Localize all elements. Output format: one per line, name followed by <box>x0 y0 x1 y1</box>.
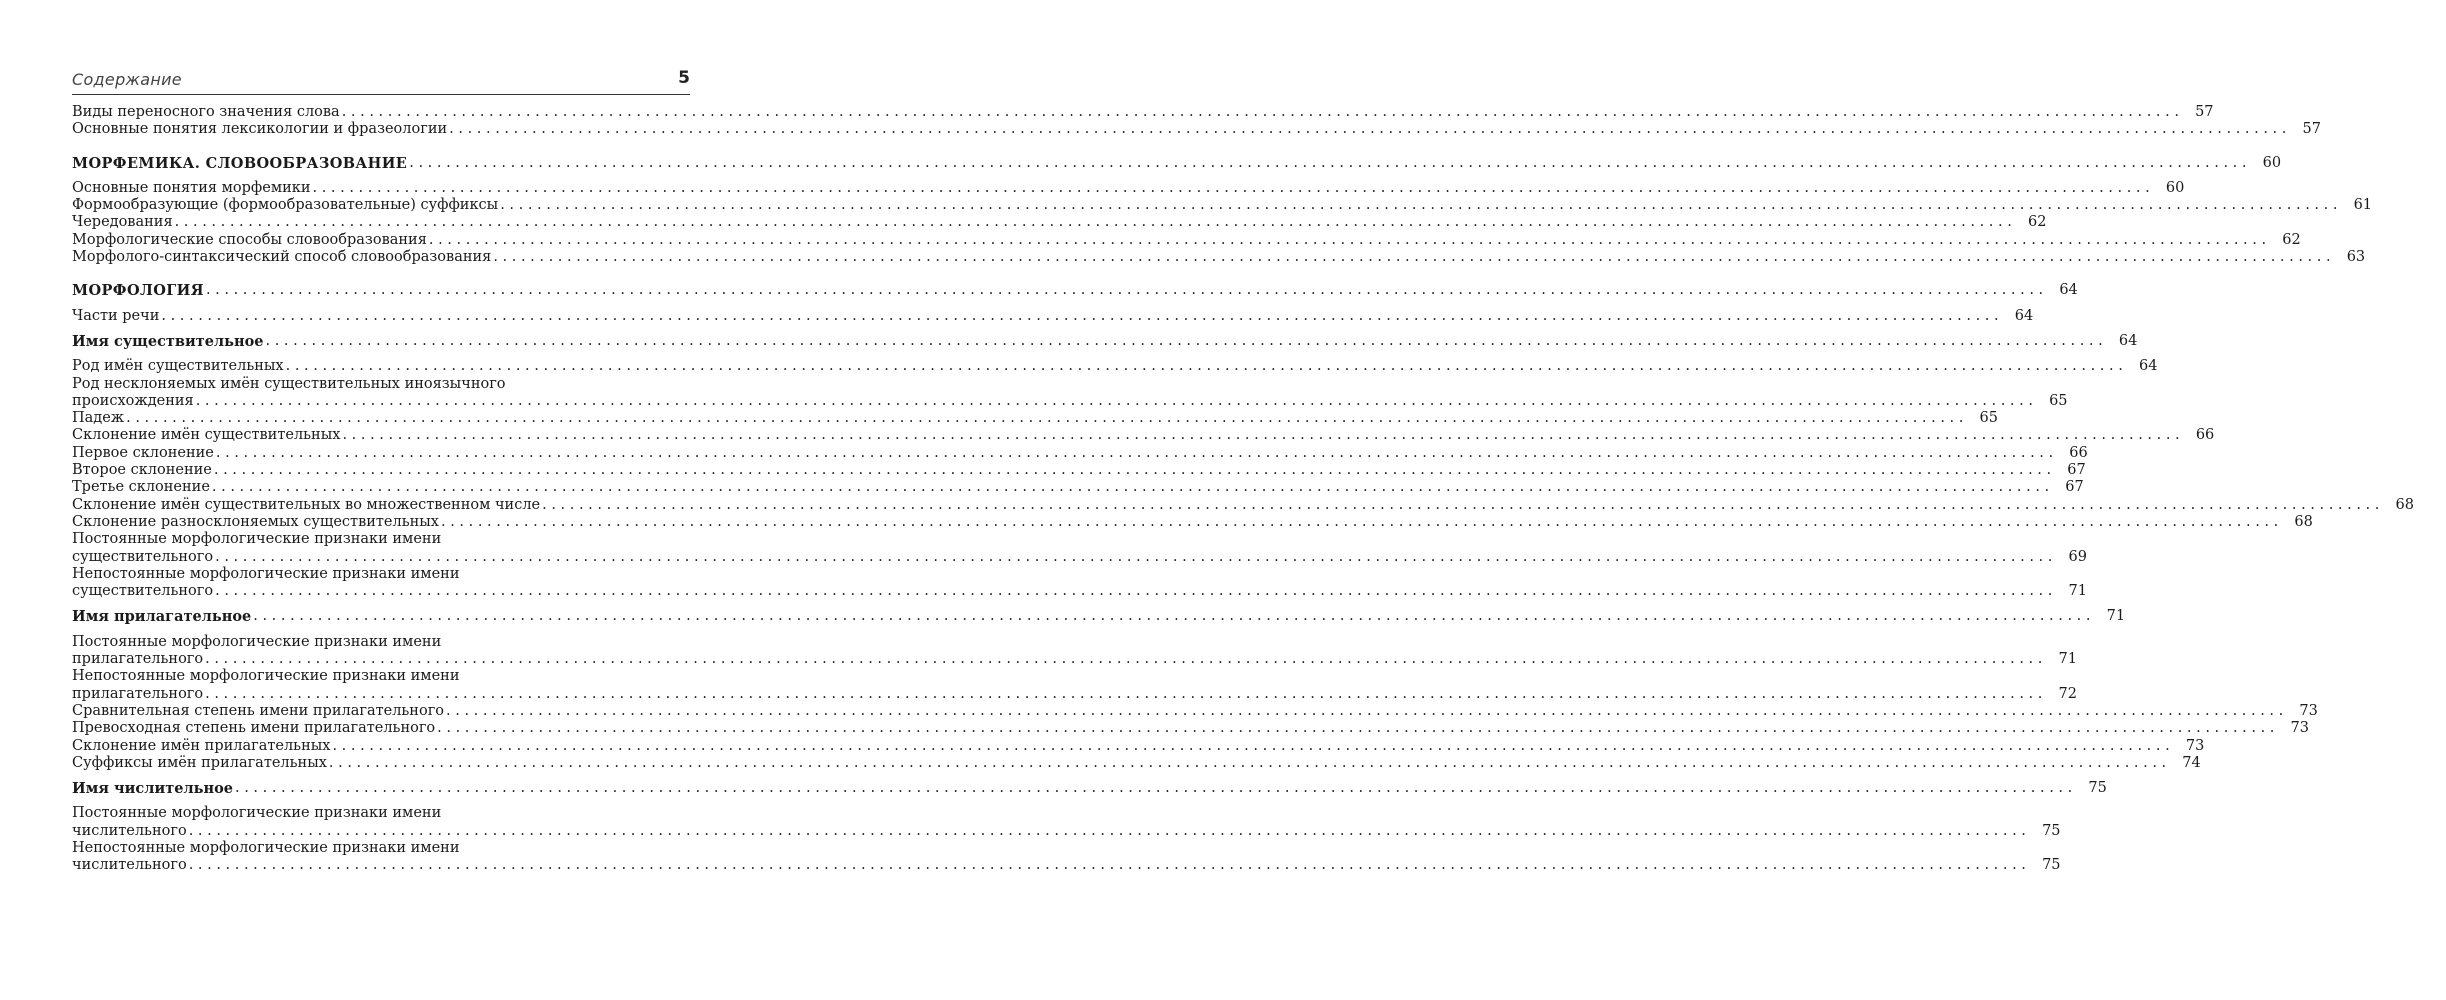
toc-section-heading[interactable] <box>72 282 2078 300</box>
dot-leader: ........................................................................................................................................................................................................ <box>409 154 2252 171</box>
toc-entry[interactable] <box>72 462 2086 479</box>
page-number: 5 <box>678 68 690 88</box>
toc-entry-text: Суффиксы имён прилагательных <box>72 754 327 771</box>
toc-page-number: 64 <box>2014 307 2034 324</box>
toc-spacer <box>72 300 690 308</box>
toc-spacer <box>72 325 690 333</box>
toc-entry[interactable] <box>72 720 2309 737</box>
toc-page-number: 64 <box>2118 332 2138 349</box>
toc-page-number: 67 <box>2065 479 2084 496</box>
toc-page-number: 62 <box>2027 214 2047 231</box>
toc-entry-text: Основные понятия лексикологии и фразеологии <box>72 121 448 138</box>
toc-entry-text: Виды переносного значения слова <box>72 104 340 120</box>
toc-spacer <box>72 797 690 805</box>
toc-entry-text: Склонение разносклоняемых существительных <box>72 513 439 530</box>
toc-subsection-heading[interactable] <box>72 608 2126 626</box>
dot-leader: ........................................................................................................................................................................................................ <box>211 479 2054 496</box>
toc-page-number: 61 <box>2353 197 2373 214</box>
toc-entry[interactable] <box>72 565 2087 601</box>
toc-entry-text: Постоянные морфологические признаки имени <box>72 805 442 822</box>
dot-leader: ........................................................................................................................................................................................................ <box>215 548 2057 565</box>
toc-entry[interactable] <box>72 513 2313 531</box>
toc-entry[interactable] <box>72 121 2321 138</box>
toc-spacer <box>72 266 690 282</box>
toc-entry-text-line2: числительного <box>72 857 187 874</box>
toc-page-number: 69 <box>2068 548 2087 565</box>
toc-entry[interactable] <box>72 427 2215 444</box>
toc-page-number: 60 <box>2165 179 2185 196</box>
toc-entry[interactable] <box>72 231 2301 249</box>
toc-section-heading[interactable] <box>72 154 2282 172</box>
toc-page-number: 68 <box>2395 496 2414 513</box>
toc-entry[interactable] <box>72 839 2061 875</box>
dot-leader: ........................................................................................................................................................................................................ <box>542 496 2384 513</box>
toc-page-number: 71 <box>2058 651 2077 668</box>
toc-entry[interactable] <box>72 496 2414 514</box>
toc-subsection-heading[interactable] <box>72 780 2107 798</box>
toc-entry-text: Формообразующие (формообразовательные) суффиксы <box>72 197 499 214</box>
toc-entry[interactable] <box>72 737 2205 755</box>
dot-leader: ........................................................................................................................................................................................................ <box>328 754 2171 771</box>
dot-leader: ........................................................................................................................................................................................................ <box>205 651 2047 668</box>
toc-page-number: 72 <box>2058 685 2077 702</box>
dot-leader: ........................................................................................................................................................................................................ <box>312 179 2155 196</box>
dot-leader: ........................................................................................................................................................................................................ <box>253 608 2096 625</box>
dot-leader: ........................................................................................................................................................................................................ <box>195 392 2038 409</box>
toc-entry-text: Чередования <box>72 214 173 231</box>
toc-entry-text: МОРФОЛОГИЯ <box>72 282 204 300</box>
toc-entry[interactable] <box>72 307 2034 325</box>
dot-leader: ........................................................................................................................................................................................................ <box>332 737 2175 754</box>
dot-leader: ........................................................................................................................................................................................................ <box>500 197 2343 214</box>
toc-spacer <box>72 600 690 608</box>
toc-entry-text: Склонение имён существительных <box>72 427 341 444</box>
dot-leader: ........................................................................................................................................................................................................ <box>265 332 2108 349</box>
toc-entry-continuation <box>72 822 2061 840</box>
dot-leader: ........................................................................................................................................................................................................ <box>285 358 2128 375</box>
toc-page-number: 57 <box>2195 104 2214 120</box>
toc-entry[interactable] <box>72 358 2158 375</box>
toc-entry-text: Склонение имён прилагательных <box>72 737 331 754</box>
toc-page-number: 75 <box>2088 780 2107 797</box>
toc-page-number: 62 <box>2282 231 2301 248</box>
toc-page-number: 65 <box>1979 410 1998 427</box>
toc-entry-text: МОРФЕМИКА. СЛОВООБРАЗОВАНИЕ <box>72 154 408 172</box>
toc-entry-continuation <box>72 392 2068 410</box>
toc-entry-text: Постоянные морфологические признаки имени <box>72 633 442 650</box>
toc-entry-text: Второе склонение <box>72 462 212 479</box>
toc-spacer <box>72 772 690 780</box>
dot-leader: ........................................................................................................................................................................................................ <box>174 214 2017 231</box>
toc-entry-text: Части речи <box>72 307 160 324</box>
toc-page-number: 60 <box>2262 154 2282 171</box>
toc-spacer <box>72 626 690 634</box>
toc-page-number: 75 <box>2042 857 2061 874</box>
toc-entry[interactable] <box>72 104 2214 121</box>
toc-entry-text-line2: числительного <box>72 822 187 839</box>
dot-leader: ........................................................................................................................................................................................................ <box>188 857 2031 874</box>
dot-leader: ........................................................................................................................................................................................................ <box>493 249 2336 266</box>
toc-page-number: 64 <box>2138 358 2158 375</box>
toc-entry-continuation <box>72 583 2087 600</box>
toc-entry-text: Превосходная степень имени прилагательного <box>72 720 436 737</box>
toc-entry-text: Род имён существительных <box>72 358 284 375</box>
toc-spacer <box>72 172 690 180</box>
toc-entry-text-line2: существительного <box>72 548 214 565</box>
toc-entry-text: Имя прилагательное <box>72 608 252 626</box>
toc-page-number: 75 <box>2042 822 2061 839</box>
toc-entry-text: Первое склонение <box>72 444 214 461</box>
toc-page-number: 68 <box>2294 513 2313 530</box>
dot-leader: ........................................................................................................................................................................................................ <box>446 702 2288 719</box>
table-of-contents <box>72 104 2414 875</box>
toc-entry-text: Постоянные морфологические признаки имени <box>72 531 442 548</box>
toc-entry[interactable] <box>72 531 2087 566</box>
toc-entry-text: Сравнительная степень имени прилагательного <box>72 702 445 719</box>
dot-leader: ........................................................................................................................................................................................................ <box>342 427 2185 444</box>
page-header <box>72 70 690 92</box>
toc-entry-text: Третье склонение <box>72 479 210 496</box>
dot-leader: ........................................................................................................................................................................................................ <box>188 822 2031 839</box>
toc-entry[interactable] <box>72 754 2201 772</box>
toc-entry-continuation <box>72 548 2087 566</box>
toc-page-number: 73 <box>2299 702 2318 719</box>
toc-entry-text: Имя числительное <box>72 780 234 798</box>
toc-page-number: 65 <box>2049 392 2068 409</box>
toc-page-number: 57 <box>2302 121 2321 138</box>
toc-page-number: 71 <box>2068 583 2087 600</box>
dot-leader: ........................................................................................................................................................................................................ <box>449 121 2291 138</box>
toc-entry-continuation <box>72 685 2077 703</box>
toc-entry[interactable] <box>72 179 2185 197</box>
toc-entry[interactable] <box>72 805 2061 840</box>
toc-entry-text: Непостоянные морфологические признаки имени <box>72 565 460 582</box>
toc-entry-continuation <box>72 857 2061 874</box>
toc-entry[interactable] <box>72 444 2088 462</box>
toc-entry-text: Непостоянные морфологические признаки имени <box>72 839 460 856</box>
toc-page-number: 66 <box>2195 427 2215 444</box>
toc-page-number: 66 <box>2069 444 2088 461</box>
dot-leader: ........................................................................................................................................................................................................ <box>205 282 2048 299</box>
toc-page-number: 64 <box>2059 282 2078 299</box>
toc-entry[interactable] <box>72 668 2077 703</box>
toc-entry[interactable] <box>72 375 2068 411</box>
toc-entry-text: Склонение имён существительных во множественном числе <box>72 496 541 513</box>
dot-leader: ........................................................................................................................................................................................................ <box>161 307 2004 324</box>
toc-entry-text-line2: прилагательного <box>72 685 204 702</box>
toc-entry-text-line2: происхождения <box>72 392 194 409</box>
dot-leader: ........................................................................................................................................................................................................ <box>215 583 2057 600</box>
dot-leader: ........................................................................................................................................................................................................ <box>235 780 2077 797</box>
toc-page-number: 63 <box>2346 249 2366 266</box>
toc-entry[interactable] <box>72 197 2373 214</box>
dot-leader: ........................................................................................................................................................................................................ <box>205 685 2047 702</box>
dot-leader: ........................................................................................................................................................................................................ <box>126 410 1968 427</box>
toc-page-number: 73 <box>2185 737 2205 754</box>
running-head-title: Содержание <box>72 70 182 89</box>
toc-spacer <box>72 350 690 358</box>
toc-entry-text: Основные понятия морфемики <box>72 179 311 196</box>
toc-entry-text: Морфологические способы словообразования <box>72 231 427 248</box>
toc-entry-text: Имя существительное <box>72 332 264 350</box>
toc-entry-continuation <box>72 651 2077 668</box>
toc-page-number: 67 <box>2067 462 2086 479</box>
toc-spacer <box>72 139 690 155</box>
dot-leader: ........................................................................................................................................................................................................ <box>441 513 2283 530</box>
dot-leader: ........................................................................................................................................................................................................ <box>341 104 2184 120</box>
toc-entry-text: Падеж <box>72 410 125 427</box>
toc-entry-text: Род несклоняемых имён существительных иноязычного <box>72 375 506 392</box>
toc-entry[interactable] <box>72 479 2084 496</box>
toc-entry[interactable] <box>72 702 2318 720</box>
dot-leader: ........................................................................................................................................................................................................ <box>213 462 2056 479</box>
toc-page-number: 74 <box>2182 754 2201 771</box>
toc-subsection-heading[interactable] <box>72 332 2138 350</box>
dot-leader: ........................................................................................................................................................................................................ <box>215 444 2058 461</box>
toc-entry-text-line2: прилагательного <box>72 651 204 668</box>
toc-entry-text-line2: существительного <box>72 583 214 600</box>
toc-entry-text: Непостоянные морфологические признаки имени <box>72 668 460 685</box>
toc-entry[interactable] <box>72 249 2366 266</box>
toc-page-number: 73 <box>2290 720 2309 737</box>
toc-entry[interactable] <box>72 214 2047 231</box>
toc-entry-text: Морфолого-синтаксический способ словообразования <box>72 249 492 266</box>
dot-leader: ........................................................................................................................................................................................................ <box>428 231 2271 248</box>
dot-leader: ........................................................................................................................................................................................................ <box>437 720 2279 737</box>
toc-entry[interactable] <box>72 410 1998 427</box>
header-divider <box>72 94 690 95</box>
toc-page-number: 71 <box>2106 608 2126 625</box>
toc-entry[interactable] <box>72 633 2077 669</box>
